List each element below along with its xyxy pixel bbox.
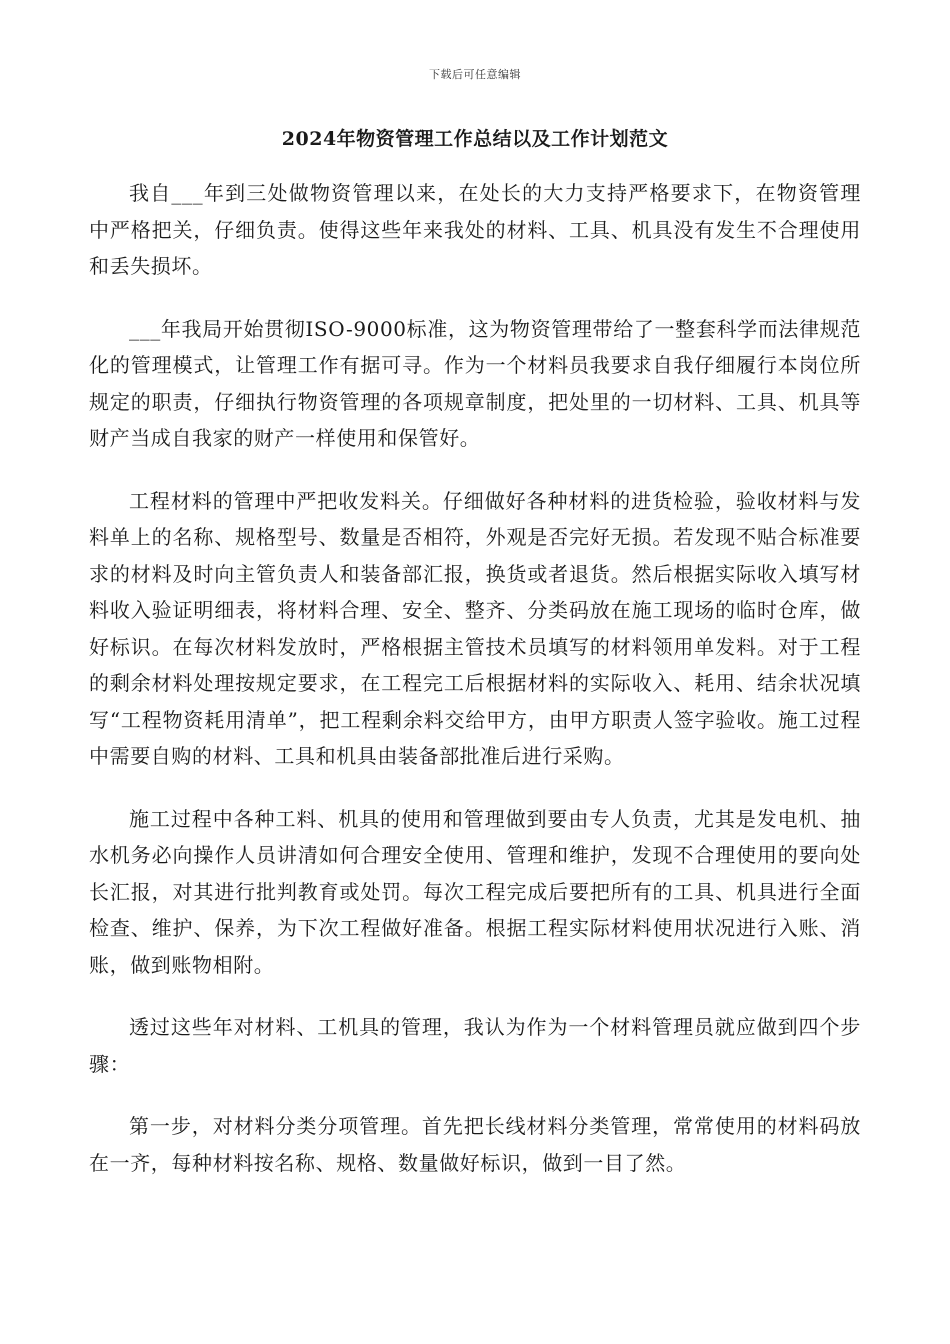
paragraph-5: 透过这些年对材料、工机具的管理，我认为作为一个材料管理员就应做到四个步骤： bbox=[89, 1015, 861, 1076]
paragraph-3: 工程材料的管理中严把收发料关。仔细做好各种材料的进货检验，验收材料与发料单上的名称、规格型号、数量是否相符，外观是否完好无损。若发现不贴合标准要求的材料及时向主管负责人和装备部汇报，换货或者退货。然后根据实际收入填写材料收入验证明细表，将材料合理、安全、整齐、分类码放在施工现场的临时仓库，做好标识。在每次材料发放时，严格根据主管技术员填写的材料领用单发料。对于工程的剩余材料处理按规定要求，在工程完工后根据材料的实际收入、耗用、结余状况填写“工程物资耗用清单”，把工程剩余料交给甲方，由甲方职责人签字验收。施工过程中需要自购的材料、工具和机具由装备部批准后进行采购。 bbox=[89, 488, 861, 768]
header-note: 下载后可任意编辑 bbox=[429, 68, 521, 81]
document-body bbox=[89, 175, 861, 1207]
paragraph-2: ___年我局开始贯彻ISO-9000标准，这为物资管理带给了一整套科学而法律规范化的管理模式，让管理工作有据可寻。作为一个材料员我要求自我仔细履行本岗位所规定的职责，仔细执行物资管理的各项规章制度，把处里的一切材料、工具、机具等财产当成自我家的财产一样使用和保管好。 bbox=[89, 316, 861, 450]
paragraph-4: 施工过程中各种工料、机具的使用和管理做到要由专人负责，尤其是发电机、抽水机务必向操作人员讲清如何合理安全使用、管理和维护，发现不合理使用的要向处长汇报，对其进行批判教育或处罚。每次工程完成后要把所有的工具、机具进行全面检查、维护、保养，为下次工程做好准备。根据工程实际材料使用状况进行入账、消账，做到账物相附。 bbox=[89, 806, 861, 977]
paragraph-1: 我自___年到三处做物资管理以来，在处长的大力支持严格要求下，在物资管理中严格把关，仔细负责。使得这些年来我处的材料、工具、机具没有发生不合理使用和丢失损坏。 bbox=[89, 181, 861, 278]
document-title: 2024年物资管理工作总结以及工作计划范文 bbox=[281, 128, 669, 150]
paragraph-6: 第一步，对材料分类分项管理。首先把长线材料分类管理，常常使用的材料码放在一齐，每种材料按名称、规格、数量做好标识，做到一目了然。 bbox=[89, 1114, 861, 1175]
